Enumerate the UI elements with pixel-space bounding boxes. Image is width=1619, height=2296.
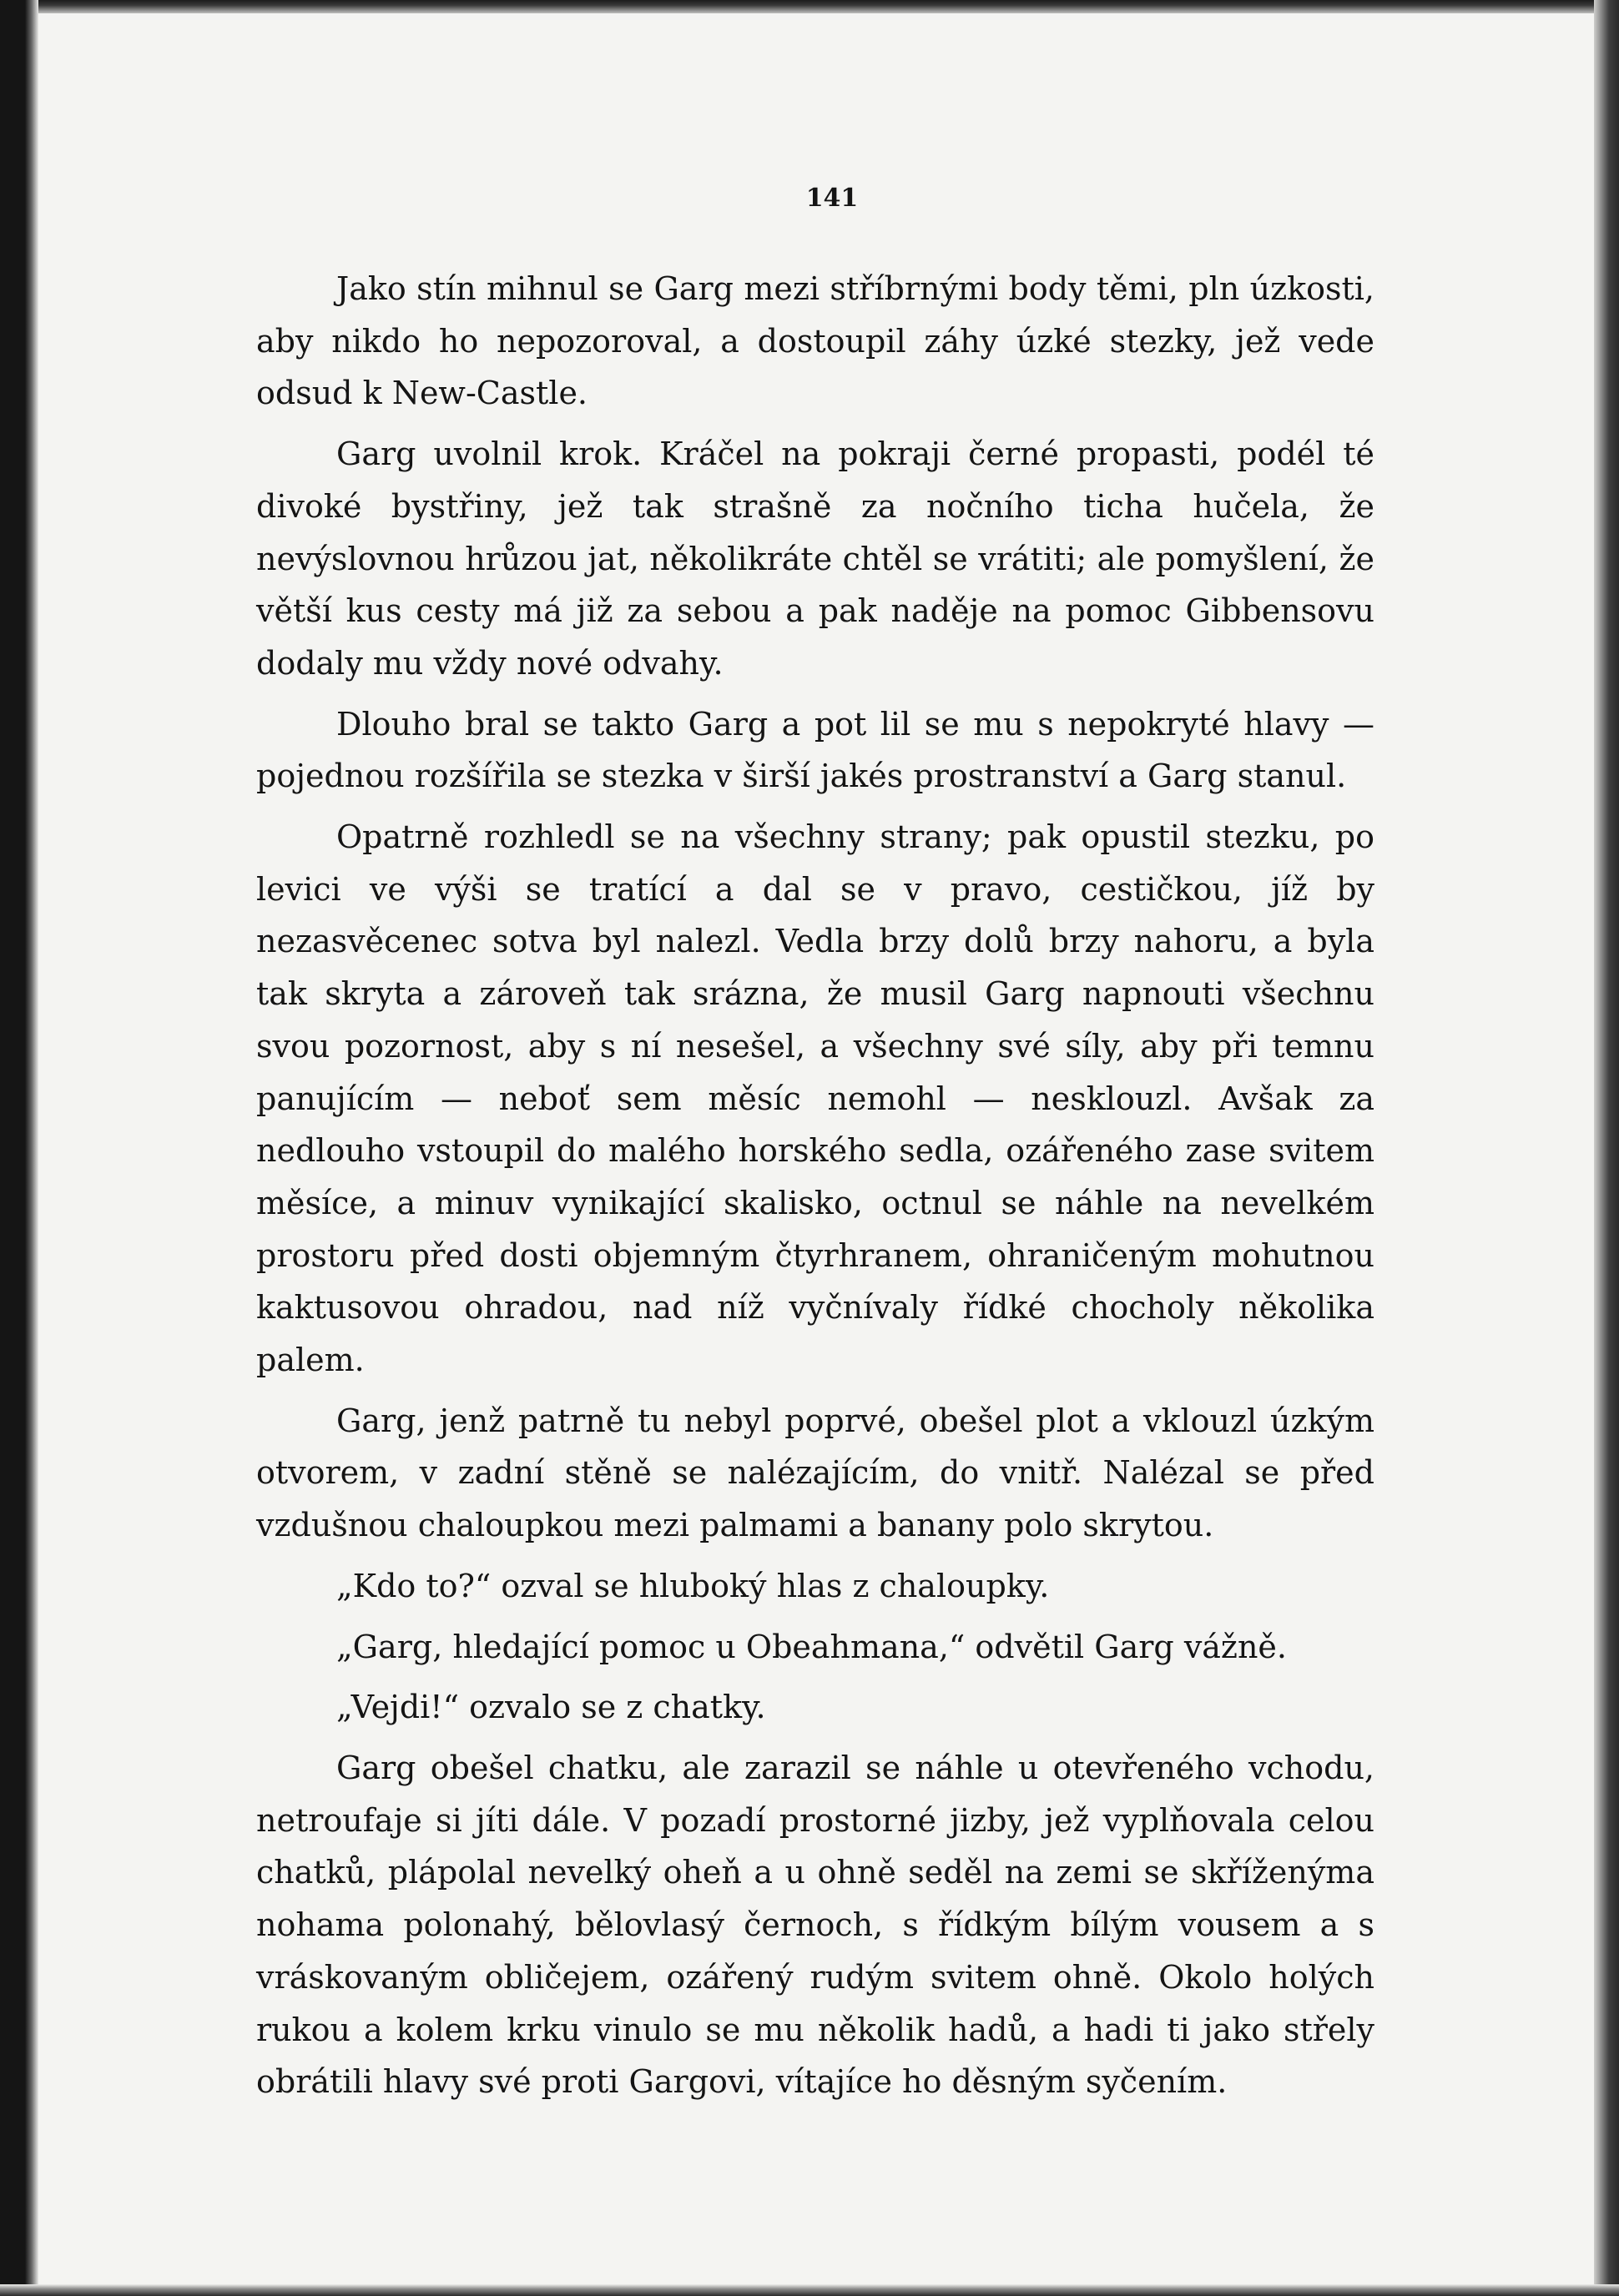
scan-border-left <box>0 0 38 2296</box>
paragraph: Opatrně rozhledl se na všechny strany; pak opustil stezku, po levici ve výši se tratící a dal se v pravo, cestičkou, jíž by nezasvěcenec sotva byl nalezl. Vedla brzy dolů brzy nahoru, a byla tak skryta a zároveň tak srázna, že musil Garg napnouti všechnu svou pozornost, aby s ní nesešel, a všechny své síly, aby při temnu panujícím — neboť sem měsíc nemohl — nesklouzl. Avšak za nedlouho vstoupil do malého horského sedla, ozářeného zase svitem měsíce, a minuv vynikající skalisko, octnul se náhle na nevelkém prostoru před dosti objemným čtyrhranem, ohraničeným mohutnou kaktusovou ohradou, nad níž vyčnívaly řídké chocholy několika palem. <box>256 818 1374 1379</box>
dialogue-line: „Garg, hledající pomoc u Obeahmana,“ odvětil Garg vážně. <box>336 1628 1287 1665</box>
page-number: 141 <box>805 184 859 213</box>
scan-border-bottom <box>0 2284 1619 2296</box>
scan-border-top <box>0 0 1619 13</box>
paragraph: Garg uvolnil krok. Kráčel na pokraji černé propasti, podél té divoké bystřiny, jež tak strašně za nočního ticha hučela, že nevýslovnou hrůzou jat, několikráte chtěl se vrátiti; ale pomyšlení, že větší kus cesty má již za sebou a pak naděje na pomoc Gibbensovu dodaly mu vždy nové odvahy. <box>256 436 1374 682</box>
dialogue-line: „Vejdi!“ ozvalo se z chatky. <box>336 1689 766 1726</box>
dialogue-line: „Kdo to?“ ozval se hluboký hlas z chaloupky. <box>336 1567 1050 1604</box>
paragraph: Garg obešel chatku, ale zarazil se náhle u otevřeného vchodu, netroufaje si jíti dále. V pozadí prostorné jizby, jež vyplňovala celou chatků, plápolal nevelký oheň a u ohně seděl na zemi se skříženýma nohama polonahý, bělovlasý černoch, s řídkým bílým vousem a s vráskovaným obličejem, ozářený rudým svitem ohně. Okolo holých rukou a kolem krku vinulo se mu několik hadů, a hadi ti jako střely obrátili hlavy své proti Gargovi, vítajíce ho děsným syčením. <box>256 1749 1374 2101</box>
paragraph: Dlouho bral se takto Garg a pot lil se mu s nepokryté hlavy — pojednou rozšířila se stezka v širší jakés prostranství a Garg stanul. <box>256 705 1374 795</box>
paragraph: Jako stín mihnul se Garg mezi stříbrnými body těmi, pln úzkosti, aby nikdo ho nepozoroval, a dostoupil záhy úzké stezky, jež vede odsud k New-Castle. <box>256 270 1374 412</box>
paragraph: Garg, jenž patrně tu nebyl poprvé, obešel plot a vklouzl úzkým otvorem, v zadní stěně se nalézajícím, do vnitř. Nalézal se před vzdušnou chaloupkou mezi palmami a banany polo skrytou. <box>256 1402 1374 1544</box>
book-page <box>256 184 1374 2117</box>
scan-border-right <box>1594 0 1619 2296</box>
